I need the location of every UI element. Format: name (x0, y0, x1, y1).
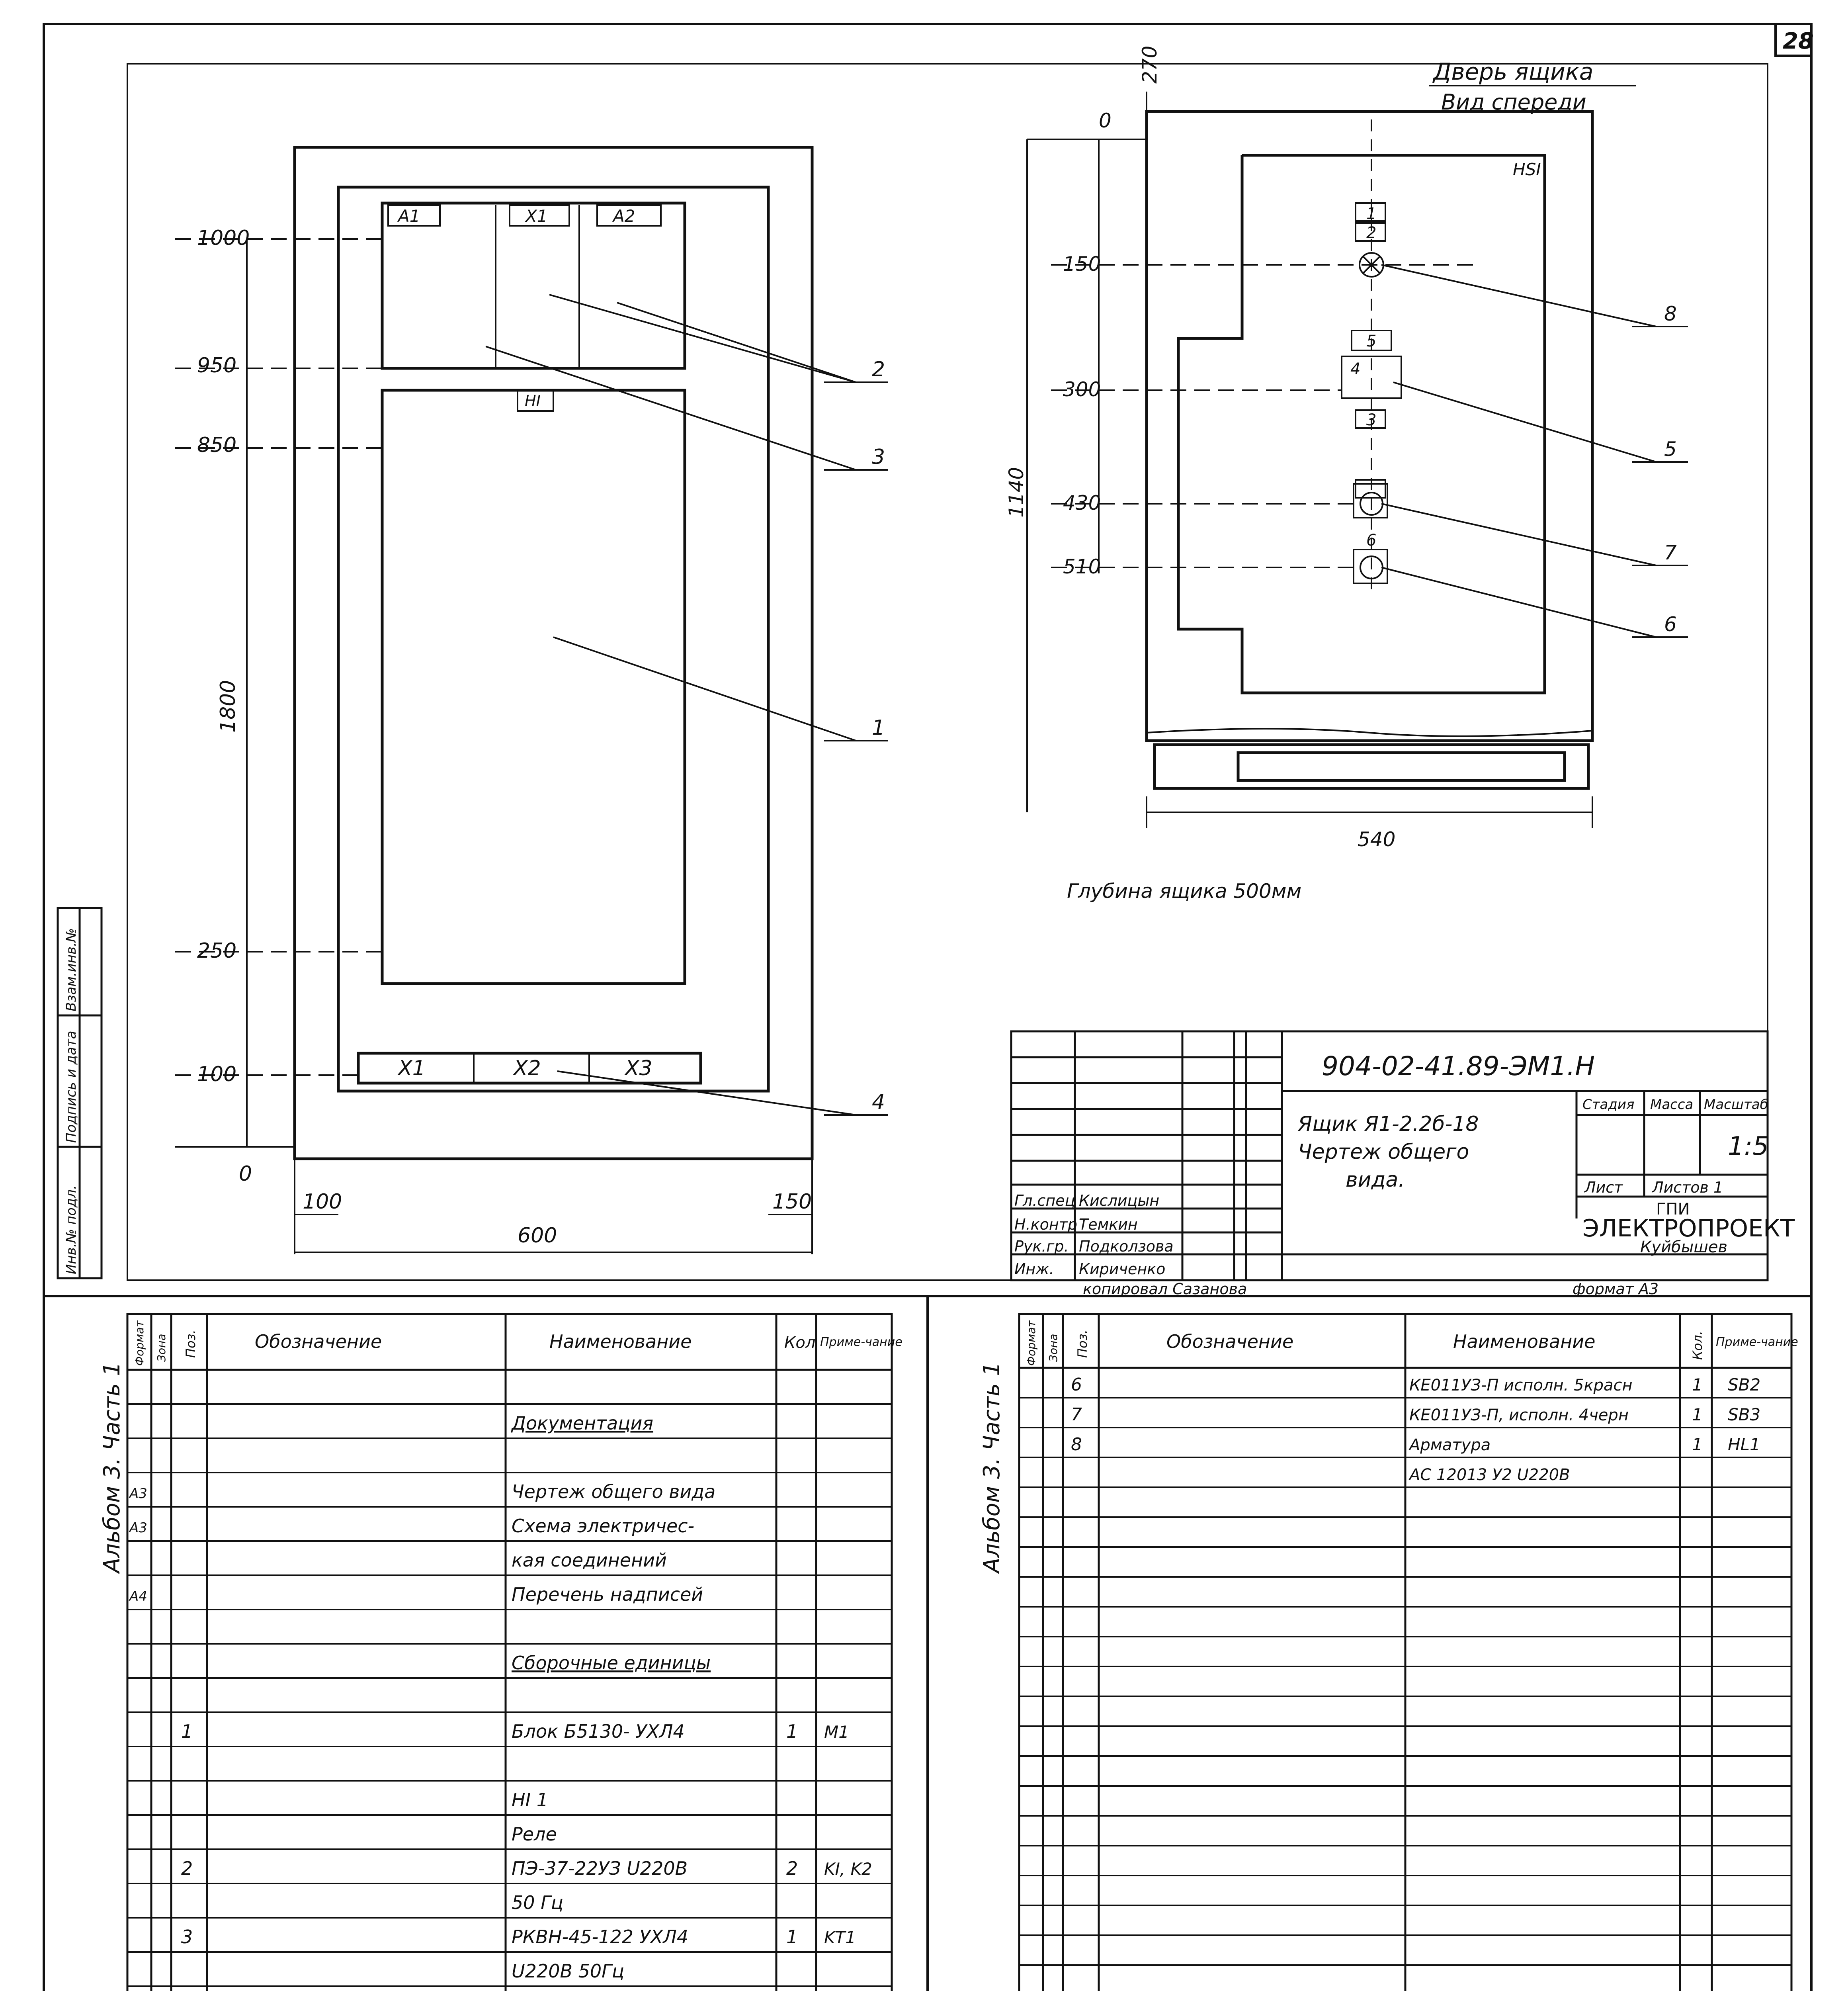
door-dim-150: 150 (1063, 252, 1101, 276)
door-dim-270: 270 (1138, 45, 1161, 84)
callout-1: 1 (872, 716, 885, 740)
title-line-1: Ящик Я1-2.2б-18 (1298, 1112, 1479, 1136)
spec-right-pos: 7 (1071, 1404, 1082, 1425)
doc-code-top: 904-02-41.89-ЭМ1.Н (1322, 1051, 1595, 1082)
hdr-sheets: Листов 1 (1652, 1179, 1723, 1196)
signer-role-3: Рук.гр. (1014, 1238, 1069, 1255)
door-callout-8: 8 (1664, 302, 1677, 325)
hdr-sheet: Лист (1584, 1179, 1623, 1196)
spec-right-pos: 6 (1071, 1375, 1082, 1395)
door-box-2: 2 (1366, 224, 1377, 242)
spec-right-qty: 1 (1692, 1435, 1703, 1454)
spec-left-name: ПЭ-37-22УЗ U220В (512, 1858, 688, 1879)
hdr-pos-l: Поз. (183, 1330, 198, 1358)
spec-right-qty: 1 (1692, 1375, 1703, 1394)
org-line-2: ЭЛЕКТРОПРОЕКТ (1582, 1215, 1795, 1242)
spec-right-qty: 1 (1692, 1405, 1703, 1424)
stamp-cell-vzam: Взам.инв.№ (63, 928, 79, 1011)
terminal-x1: X1 (398, 1056, 426, 1080)
dim-w150: 150 (772, 1190, 812, 1214)
spec-right-name: КЕ011УЗ-П, исполн. 4черн (1409, 1406, 1629, 1424)
hl-label: HI (525, 392, 541, 410)
spec-left-name: Блок Б5130- УХЛ4 (512, 1721, 685, 1742)
callout-4: 4 (872, 1090, 885, 1114)
spec-left-pos: 1 (181, 1721, 193, 1742)
dim-250: 250 (197, 939, 237, 963)
spec-left-note: KI, K2 (824, 1859, 872, 1879)
signer-role-4: Инж. (1014, 1260, 1054, 1278)
signer-name-3: Подколзова (1079, 1238, 1174, 1255)
spec-left-name: Сборочные единицы (512, 1652, 711, 1674)
door-hl-label: HSI (1513, 160, 1541, 179)
callout-3: 3 (872, 445, 885, 469)
door-callout-7: 7 (1664, 541, 1677, 564)
door-dim-0: 0 (1099, 109, 1112, 132)
spec-right-name: Арматура (1409, 1436, 1491, 1454)
spec-left-name: Перечень надписей (512, 1584, 703, 1605)
hdr-qty-l: Кол (784, 1334, 816, 1352)
hdr-scale: Масштаб (1704, 1097, 1768, 1113)
dim-1000: 1000 (197, 226, 250, 250)
spec-left-note: KT1 (824, 1928, 856, 1947)
spec-left-name: Документация (512, 1412, 654, 1434)
hdr-note-l: Приме-чание (820, 1335, 903, 1349)
hdr-zone-r: Зона (1047, 1334, 1060, 1362)
door-box-3: 3 (1366, 411, 1377, 429)
spec-left-name: кая соединений (512, 1549, 667, 1571)
spec-left-format: А3 (129, 1520, 147, 1536)
spec-right-name: АС 12013 У2 U220В (1409, 1466, 1570, 1484)
spec-left-name: 50 Гц (512, 1892, 564, 1913)
spec-left-name: HI 1 (512, 1789, 549, 1811)
door-box-4: 4 (1350, 360, 1361, 378)
format-top: формат А3 (1573, 1280, 1659, 1298)
hdr-name-l: Наименование (549, 1331, 692, 1352)
spec-left-qty: 1 (786, 1721, 798, 1742)
door-dim-540: 540 (1358, 828, 1396, 851)
depth-note: Глубина ящика 500мм (1067, 880, 1302, 903)
spec-left-pos: 3 (181, 1926, 193, 1948)
callout-2: 2 (872, 358, 885, 381)
door-title: Дверь ящика (1433, 58, 1594, 85)
spec-left-format: А4 (129, 1588, 147, 1604)
hdr-pos-r: Поз. (1075, 1330, 1090, 1358)
hdr-note-r: Приме-чание (1716, 1335, 1798, 1349)
spec-left-qty: 2 (786, 1858, 798, 1879)
stamp-cell-inv: Инв.№ подл. (63, 1185, 79, 1274)
spec-left-pos: 2 (181, 1858, 193, 1879)
spec-right-note: HL1 (1728, 1435, 1760, 1454)
door-callout-6: 6 (1664, 613, 1677, 636)
hdr-format-r: Формат (1025, 1320, 1038, 1366)
copied-top: копировал Сазанова (1083, 1280, 1247, 1298)
door-box-1: 1 (1366, 205, 1377, 223)
dim-950: 950 (197, 354, 237, 377)
page-number: 28 (1783, 28, 1814, 54)
spec-right-note: SB3 (1728, 1405, 1761, 1424)
spec-left-name: Реле (512, 1823, 557, 1845)
terminal-x2: X2 (514, 1056, 541, 1080)
spec-left-qty: 1 (786, 1926, 798, 1948)
dim-w100: 100 (303, 1190, 342, 1214)
signer-role-1: Гл.спец (1014, 1192, 1075, 1209)
org-line-1: ГПИ (1656, 1200, 1690, 1218)
title-line-3: вида. (1346, 1168, 1405, 1192)
hdr-zone-l: Зона (155, 1334, 168, 1362)
spec-left-note: M1 (824, 1722, 849, 1742)
dim-850: 850 (197, 433, 237, 457)
spec-left-name: Схема электричес- (512, 1515, 695, 1537)
spec-right-pos: 8 (1071, 1434, 1082, 1455)
title-line-2: Чертеж общего (1298, 1140, 1469, 1164)
door-dim-510: 510 (1063, 555, 1101, 578)
door-dim-300: 300 (1063, 378, 1101, 401)
signer-role-2: Н.контр (1014, 1216, 1077, 1233)
album-label: Альбом 3. Часть 1 (99, 1362, 125, 1573)
hdr-stage: Стадия (1582, 1097, 1635, 1113)
album-label-right: Альбом 3. Часть 1 (979, 1362, 1005, 1573)
org-line-3: Куйбышев (1640, 1238, 1728, 1256)
spec-left-format: А3 (129, 1486, 147, 1502)
signer-name-4: Кириченко (1079, 1260, 1166, 1278)
door-box-5: 5 (1366, 332, 1377, 350)
signer-name-2: Темкин (1079, 1216, 1138, 1233)
terminal-x3: X3 (625, 1056, 652, 1080)
hdr-designation-l: Обозначение (255, 1331, 382, 1352)
dim-0: 0 (239, 1162, 252, 1186)
door-box-6: 6 (1366, 531, 1377, 550)
door-subtitle: Вид спереди (1441, 90, 1586, 115)
dim-w600: 600 (518, 1224, 557, 1248)
spec-right-name: КЕ011УЗ-П исполн. 5красн (1409, 1376, 1633, 1394)
panel-label-a1: A1 (398, 206, 420, 226)
dim-1800: 1800 (216, 680, 240, 733)
stamp-cell-sign: Подпись и дата (63, 1031, 79, 1143)
spec-right-note: SB2 (1728, 1375, 1761, 1394)
hdr-mass: Масса (1650, 1097, 1694, 1113)
hdr-designation-r: Обозначение (1166, 1331, 1294, 1352)
hdr-format-l: Формат (133, 1320, 146, 1366)
door-dim-1140: 1140 (1005, 467, 1028, 518)
spec-left-name: Чертеж общего вида (512, 1481, 716, 1502)
spec-left-name: РКВН-45-122 УХЛ4 (512, 1926, 689, 1948)
hdr-qty-r: Кол. (1690, 1331, 1705, 1360)
dim-100: 100 (197, 1062, 237, 1086)
spec-left-name: U220В 50Гц (512, 1960, 625, 1982)
hdr-name-r: Наименование (1453, 1331, 1596, 1352)
scale-value: 1:5 (1728, 1132, 1769, 1161)
signer-name-1: Кислицын (1079, 1192, 1160, 1209)
door-dim-430: 430 (1063, 491, 1101, 514)
panel-label-x1: X1 (525, 206, 548, 226)
panel-label-a2: A2 (613, 206, 635, 226)
door-callout-5: 5 (1664, 438, 1677, 461)
